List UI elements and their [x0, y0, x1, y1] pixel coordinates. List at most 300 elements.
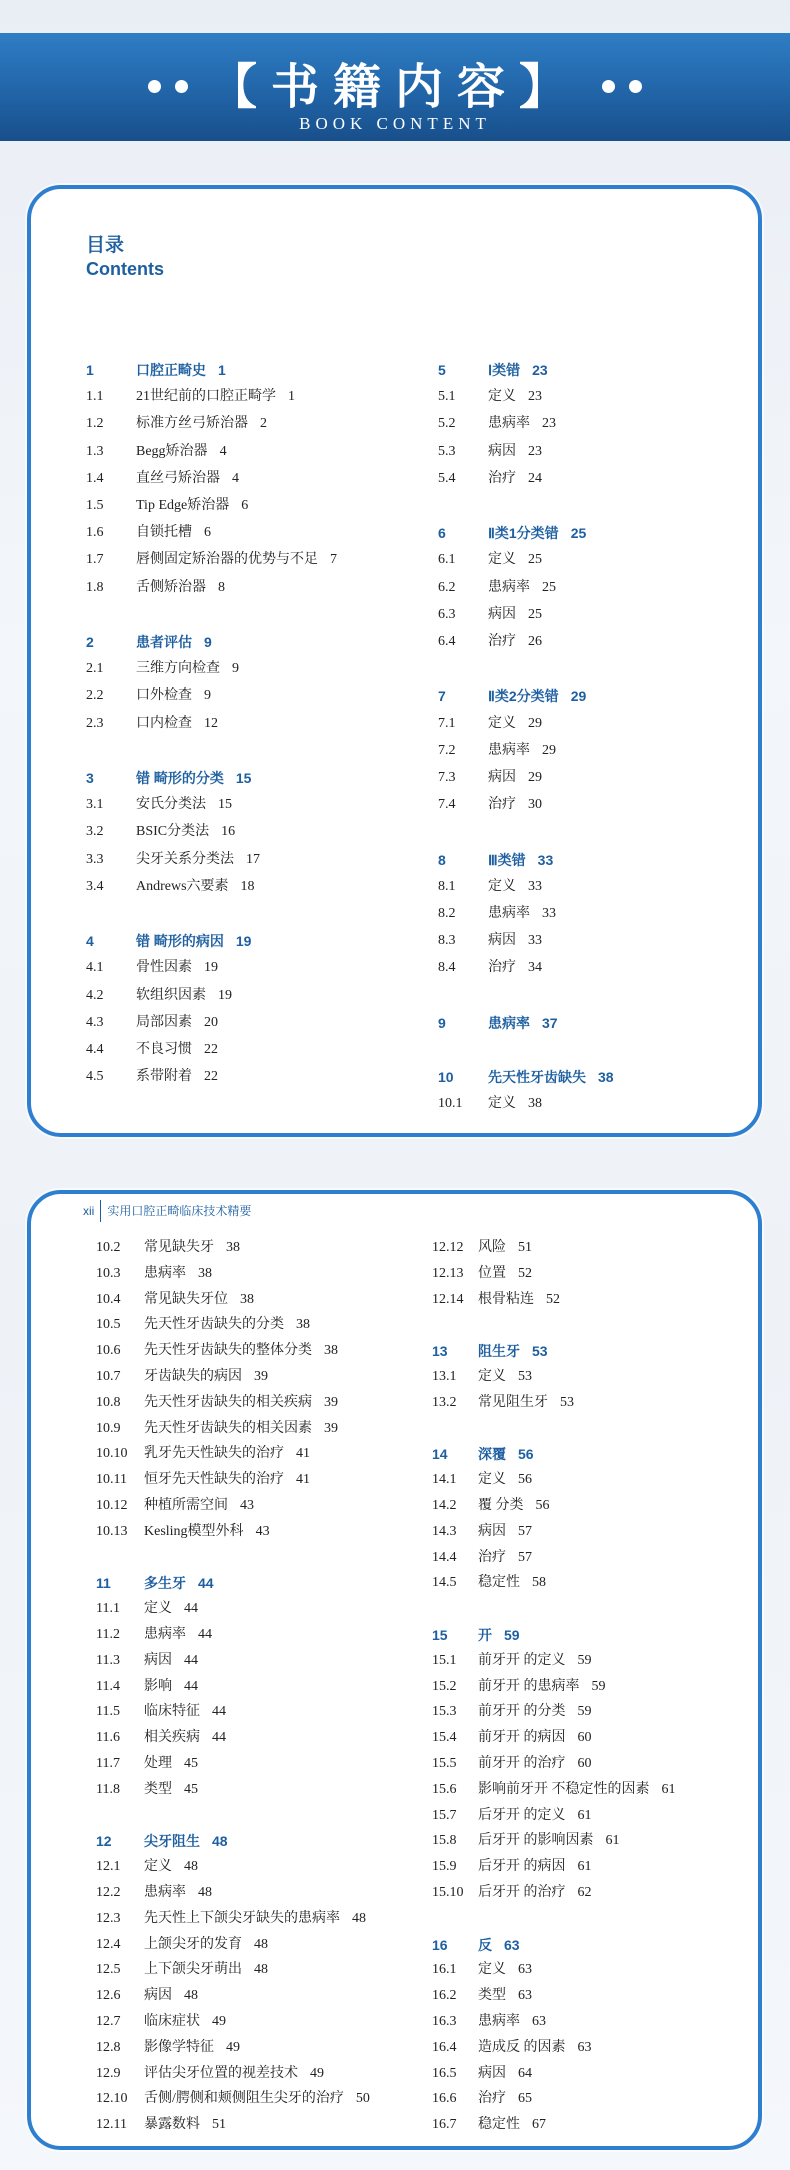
- toc-entry-title: 先天性牙齿缺失的分类: [144, 1317, 284, 1333]
- toc-entry-title: 先天性牙齿缺失: [488, 1069, 586, 1086]
- toc-entry-page: 44: [184, 1652, 198, 1668]
- toc-entry-number: 2.3: [86, 715, 104, 731]
- toc-entry-page: 23: [532, 362, 548, 378]
- toc-entry-number: 10.12: [96, 1498, 128, 1513]
- toc-entry-number: 5.2: [438, 416, 456, 432]
- toc-entry-title: 常见缺失牙: [144, 1240, 214, 1255]
- toc-entry-page: 49: [226, 2039, 240, 2055]
- toc-entry-page: 45: [184, 1781, 198, 1797]
- toc-entry-title: 影像学特征: [144, 2039, 214, 2055]
- toc-entry-title: 治疗: [478, 2091, 506, 2107]
- toc-entry-title: 覆 分类: [478, 1498, 524, 1513]
- toc-entry-title: 前牙开 的治疗: [478, 1756, 566, 1771]
- toc-entry-page: 43: [240, 1498, 254, 1513]
- toc-entry-title: 患者评估: [136, 634, 192, 650]
- toc-entry-number: 7.2: [438, 742, 456, 758]
- toc-entry-page: 6: [241, 498, 249, 513]
- toc-entry-title: 恒牙先天性缺失的治疗: [144, 1472, 284, 1488]
- toc-entry-title: 造成反 的因素: [478, 2039, 566, 2055]
- toc-entry-number: 12.9: [96, 2065, 121, 2081]
- toc-entry-page: 62: [577, 1885, 592, 1900]
- toc-entry-title: 患病率: [144, 1265, 186, 1281]
- toc-entry-number: 7.3: [438, 770, 456, 785]
- toc-entry-number: 12.12: [432, 1240, 464, 1255]
- toc-entry-title: 牙齿缺失的病因: [144, 1369, 242, 1384]
- toc-entry-page: 12: [204, 715, 218, 731]
- toc-entry-number: 7.1: [438, 715, 456, 731]
- toc-entry-title: 前牙开 的分类: [478, 1704, 566, 1720]
- toc-entry-number: 1.8: [86, 579, 104, 595]
- toc-entry-page: 67: [532, 2117, 546, 2133]
- toc-entry-page: 63: [577, 2039, 592, 2055]
- toc-entry-title: 舌侧矫治器: [136, 579, 206, 595]
- toc-entry-number: 16.3: [432, 2014, 457, 2029]
- toc-entry-page: 52: [546, 1291, 560, 1307]
- toc-entry-page: 58: [532, 1575, 546, 1591]
- toc-entry-title: Ⅱ类1分类错: [488, 525, 559, 542]
- toc-entry-title: 上颌尖牙的发育: [144, 1936, 242, 1952]
- toc-entry-page: 48: [184, 1859, 198, 1875]
- toc-entry-number: 15.6: [432, 1781, 457, 1797]
- toc-entry-number: 1.5: [86, 498, 104, 513]
- toc-entry-page: 48: [198, 1885, 212, 1900]
- toc-entry-title: 病因: [488, 443, 516, 459]
- toc-entry-title: 定义: [478, 1962, 506, 1978]
- toc-entry-title: 患病率: [144, 1885, 186, 1900]
- toc-entry-page: 53: [518, 1369, 532, 1384]
- toc-entry-page: 53: [560, 1394, 574, 1410]
- toc-entry-page: 22: [204, 1069, 218, 1085]
- toc-entry-page: 39: [254, 1369, 268, 1384]
- toc-entry-title: 定义: [488, 1096, 516, 1112]
- toc-entry-title: 舌侧/腭侧和颊侧阻生尖牙的治疗: [144, 2091, 344, 2107]
- decorative-dots-left: [141, 70, 195, 100]
- toc-entry-title: 病因: [144, 1988, 172, 2004]
- toc-entry-page: 38: [226, 1240, 240, 1255]
- toc-entry-title: 深覆: [478, 1446, 506, 1463]
- toc-entry-page: 2: [260, 416, 267, 432]
- toc-entry-page: 60: [577, 1730, 592, 1746]
- toc-entry-title: Ⅲ类错: [488, 851, 526, 868]
- toc-entry-title: 尖牙关系分类法: [136, 851, 234, 867]
- toc-entry-number: 13.2: [432, 1394, 457, 1410]
- toc-entry-page: 44: [198, 1627, 212, 1642]
- toc-entry-title: 病因: [488, 606, 516, 622]
- toc-entry-title: 类型: [478, 1988, 506, 2004]
- toc-entry-page: 15: [218, 797, 232, 813]
- toc-entry-page: 59: [504, 1627, 520, 1643]
- toc-entry-number: 5: [438, 362, 446, 378]
- toc-entry-title: 治疗: [478, 1549, 506, 1565]
- toc-entry-page: 48: [254, 1962, 268, 1978]
- toc-entry-number: 8.3: [438, 933, 456, 949]
- toc-entry-page: 61: [577, 1807, 592, 1823]
- toc-entry-title: 局部因素: [136, 1014, 192, 1030]
- toc-entry-title: 评估尖牙位置的视差技术: [144, 2065, 298, 2081]
- toc-entry-title: 根骨粘连: [478, 1291, 534, 1307]
- toc-entry-title: BSIC分类法: [136, 824, 210, 840]
- toc-entry-number: 3.3: [86, 851, 104, 867]
- toc-entry-number: 3: [86, 770, 94, 786]
- toc-entry-number: 10.13: [96, 1523, 128, 1539]
- toc-entry-number: 16.2: [432, 1988, 457, 2004]
- toc-entry-title: 治疗: [488, 470, 516, 486]
- toc-entry-title: Begg矫治器: [136, 443, 208, 459]
- toc-entry-number: 10.3: [96, 1265, 121, 1281]
- toc-entry-title: 风险: [478, 1240, 506, 1255]
- toc-entry-number: 14.3: [432, 1523, 457, 1539]
- toc-entry-title: 定义: [144, 1601, 172, 1617]
- toc-entry-title: 前牙开 的病因: [478, 1730, 566, 1746]
- toc-entry-number: 12.7: [96, 2014, 121, 2029]
- toc-entry-page: 7: [330, 552, 337, 568]
- toc-entry-number: 15.7: [432, 1807, 457, 1823]
- toc-entry-page: 49: [212, 2014, 226, 2029]
- toc-entry-number: 12.11: [96, 2117, 127, 2133]
- toc-entry-number: 12.4: [96, 1936, 121, 1952]
- toc-entry-number: 11.3: [96, 1652, 120, 1668]
- toc-entry-number: 4.5: [86, 1069, 104, 1085]
- toc-entry-title: Tip Edge矫治器: [136, 498, 230, 513]
- toc-entry-page: 48: [254, 1936, 268, 1952]
- toc-entry-page: 17: [246, 851, 260, 867]
- toc-entry-number: 8: [438, 851, 446, 868]
- toc-entry-title: 影响前牙开 不稳定性的因素: [478, 1781, 650, 1797]
- toc-entry-title: 病因: [478, 1523, 506, 1539]
- toc-entry-number: 10: [438, 1069, 454, 1086]
- toc-entry-page: 6: [204, 525, 211, 541]
- toc-entry-page: 48: [212, 1833, 228, 1850]
- toc-entry-page: 63: [518, 1988, 532, 2004]
- toc-entry-page: 38: [598, 1069, 614, 1086]
- toc-entry-title: 口外检查: [136, 688, 192, 704]
- toc-entry-page: 51: [518, 1240, 532, 1255]
- toc-entry-page: 63: [532, 2014, 546, 2029]
- toc-entry-page: 43: [255, 1523, 270, 1539]
- toc-entry-number: 1.3: [86, 443, 104, 459]
- toc-entry-page: 33: [542, 906, 556, 921]
- toc-entry-title: 错 畸形的分类: [136, 770, 224, 786]
- toc-entry-title: 骨性因素: [136, 960, 192, 976]
- toc-entry-title: 治疗: [488, 634, 516, 649]
- toc-entry-page: 20: [204, 1014, 218, 1030]
- toc-entry-number: 2: [86, 634, 94, 650]
- toc-entry-number: 1.4: [86, 470, 104, 486]
- toc-entry-title: 相关疾病: [144, 1730, 200, 1746]
- toc-entry-title: 口腔正畸史: [136, 362, 206, 378]
- toc-entry-page: 50: [355, 2091, 370, 2107]
- banner-title: [0, 48, 790, 117]
- toc-entry-page: 44: [198, 1575, 214, 1592]
- toc-entry-number: 10.9: [96, 1420, 121, 1436]
- toc-entry-page: 56: [518, 1446, 534, 1463]
- toc-entry-title: 尖牙阻生: [144, 1833, 200, 1850]
- toc-entry-number: 15.4: [432, 1730, 457, 1746]
- toc-entry-number: 3.2: [86, 824, 104, 840]
- toc-entry-number: 10.8: [96, 1394, 121, 1410]
- toc-entry-number: 1.1: [86, 389, 104, 405]
- toc-entry-page: 19: [218, 987, 232, 1003]
- toc-entry-number: 4: [86, 933, 94, 950]
- toc-entry-page: 38: [528, 1096, 542, 1112]
- toc-entry-title: 系带附着: [136, 1069, 192, 1085]
- toc-entry-page: 30: [528, 797, 542, 813]
- toc-entry-title: 先天性牙齿缺失的整体分类: [144, 1343, 312, 1359]
- toc-entry-number: 12.1: [96, 1859, 121, 1875]
- toc-entry-number: 7: [438, 688, 446, 705]
- toc-entry-number: 11.4: [96, 1678, 120, 1694]
- toc-entry-title: 定义: [478, 1472, 506, 1488]
- toc-entry-page: 38: [296, 1317, 310, 1333]
- toc-title-cn: 目录: [86, 235, 125, 256]
- toc-entry-page: 56: [535, 1498, 550, 1513]
- toc-entry-number: 6.2: [438, 579, 456, 595]
- toc-entry-number: 12.6: [96, 1988, 121, 2004]
- toc-entry-page: 22: [204, 1042, 218, 1057]
- toc-entry-number: 14: [432, 1446, 448, 1463]
- toc-entry-title: 稳定性: [478, 1575, 520, 1591]
- toc-entry-number: 10.7: [96, 1369, 121, 1384]
- toc-entry-title: 病因: [144, 1652, 172, 1668]
- toc-entry-title: 定义: [488, 389, 516, 405]
- toc-entry-title: 定义: [488, 878, 516, 894]
- toc-entry-page: 25: [542, 579, 556, 595]
- toc-entry-number: 10.2: [96, 1240, 121, 1255]
- toc-entry-page: 48: [184, 1988, 198, 2004]
- toc-entry-number: 11: [96, 1575, 111, 1592]
- toc-entry-number: 8.1: [438, 878, 456, 894]
- toc-entry-page: 33: [528, 933, 542, 949]
- toc-entry-title: 影响: [144, 1678, 172, 1694]
- toc-entry-page: 19: [235, 933, 252, 950]
- toc-entry-title: 临床特征: [144, 1704, 200, 1720]
- toc-entry-number: 5.4: [438, 470, 456, 486]
- toc-entry-title: 后牙开 的影响因素: [478, 1833, 594, 1849]
- toc-entry-page: 64: [518, 2065, 532, 2081]
- toc-entry-page: 33: [537, 851, 554, 868]
- toc-entry-title: 稳定性: [478, 2117, 520, 2133]
- toc-entry-number: 15.10: [432, 1885, 464, 1900]
- toc-entry-number: 11.5: [96, 1704, 120, 1720]
- toc-entry-page: 39: [324, 1394, 338, 1410]
- toc-entry-page: 65: [518, 2091, 532, 2107]
- toc-entry-title: 不良习惯: [136, 1042, 192, 1057]
- toc-entry-page: 16: [221, 824, 236, 840]
- toc-entry-page: 44: [184, 1678, 198, 1694]
- toc-entry-number: 4.1: [86, 960, 104, 976]
- toc-entry-page: 23: [542, 416, 556, 432]
- toc-entry-number: 2.1: [86, 661, 104, 677]
- toc-entry-page: 29: [542, 742, 556, 758]
- toc-entry-number: 16: [432, 1936, 448, 1953]
- toc-entry-title: 患病率: [488, 416, 530, 432]
- toc-entry-title: 自锁托槽: [136, 525, 192, 541]
- toc-entry-page: 25: [528, 606, 542, 622]
- toc-entry-title: 多生牙: [144, 1575, 186, 1592]
- toc-entry-number: 6.4: [438, 634, 456, 649]
- toc-entry-page: 18: [240, 878, 255, 894]
- toc-entry-title: 患病率: [144, 1627, 186, 1642]
- page-number: xii: [83, 1200, 101, 1222]
- toc-entry-page: 61: [605, 1833, 620, 1849]
- toc-entry-number: 8.4: [438, 960, 456, 976]
- toc-entry-number: 10.6: [96, 1343, 121, 1359]
- toc-entry-title: 类型: [144, 1781, 172, 1797]
- toc-entry-title: 先天性牙齿缺失的相关因素: [144, 1420, 312, 1436]
- toc-entry-number: 15.2: [432, 1678, 457, 1694]
- toc-entry-number: 12.14: [432, 1291, 464, 1307]
- toc-entry-page: 63: [518, 1962, 532, 1978]
- toc-entry-title: 种植所需空间: [144, 1498, 228, 1513]
- toc-entry-page: 34: [528, 960, 542, 976]
- toc-entry-page: 1: [288, 389, 295, 405]
- toc-entry-title: 安氏分类法: [136, 797, 206, 813]
- toc-entry-page: 61: [661, 1781, 676, 1797]
- toc-entry-page: 38: [324, 1343, 338, 1359]
- toc-entry-number: 6: [438, 525, 446, 542]
- toc-entry-number: 12: [96, 1833, 112, 1850]
- toc-entry-number: 4.2: [86, 987, 104, 1003]
- book-title: 实用口腔正畸临床技术精要: [107, 1204, 252, 1218]
- toc-entry-page: 38: [198, 1265, 212, 1281]
- toc-entry-number: 4.3: [86, 1014, 104, 1030]
- toc-entry-title: Kesling模型外科: [144, 1523, 244, 1539]
- toc-entry-number: 8.2: [438, 906, 456, 921]
- toc-entry-number: 11.1: [96, 1601, 120, 1617]
- toc-entry-number: 6.1: [438, 552, 456, 568]
- toc-entry-page: 52: [518, 1265, 532, 1281]
- toc-entry-page: 9: [204, 688, 211, 704]
- toc-entry-number: 11.8: [96, 1781, 120, 1797]
- toc-entry-title: 开: [478, 1627, 492, 1643]
- toc-entry-number: 15.5: [432, 1756, 457, 1771]
- toc-entry-number: 16.6: [432, 2091, 457, 2107]
- toc-entry-number: 9: [438, 1014, 446, 1031]
- toc-entry-number: 14.2: [432, 1498, 457, 1513]
- toc-entry-page: 51: [212, 2117, 226, 2133]
- toc-entry-page: 29: [570, 688, 587, 705]
- toc-entry-number: 3.4: [86, 878, 104, 894]
- toc-entry-title: 三维方向检查: [136, 661, 220, 677]
- toc-entry-number: 3.1: [86, 797, 104, 813]
- toc-entry-number: 11.6: [96, 1730, 120, 1746]
- toc-entry-title: 位置: [478, 1265, 506, 1281]
- toc-entry-title: 治疗: [488, 960, 516, 976]
- toc-entry-title: 阻生牙: [478, 1343, 520, 1360]
- toc-entry-title: 后牙开 的病因: [478, 1859, 566, 1875]
- toc-entry-number: 15.3: [432, 1704, 457, 1720]
- toc-entry-page: 48: [352, 1910, 366, 1926]
- toc-entry-page: 53: [532, 1343, 548, 1360]
- toc-entry-title: 常见阻生牙: [478, 1394, 548, 1410]
- toc-entry-title: 患病率: [488, 742, 530, 758]
- toc-entry-page: 49: [310, 2065, 324, 2081]
- toc-entry-page: 41: [296, 1472, 310, 1488]
- toc-entry-page: 29: [528, 715, 542, 731]
- toc-entry-page: 56: [518, 1472, 532, 1488]
- decorative-dots-right: [595, 70, 649, 100]
- toc-entry-title: 治疗: [488, 797, 516, 813]
- toc-entry-page: 23: [528, 443, 542, 459]
- toc-entry-page: 4: [232, 470, 239, 486]
- toc-entry-title: 前牙开 的患病率: [478, 1678, 580, 1694]
- toc-entry-number: 5.3: [438, 443, 456, 459]
- toc-entry-title: 患病率: [488, 906, 530, 921]
- toc-entry-title: 唇侧固定矫治器的优势与不足: [136, 552, 318, 568]
- page-header: [83, 1200, 251, 1222]
- toc-entry-number: 14.5: [432, 1575, 457, 1591]
- toc-entry-number: 5.1: [438, 389, 456, 405]
- toc-entry-number: 10.5: [96, 1317, 121, 1333]
- toc-entry-title: 后牙开 的定义: [478, 1807, 566, 1823]
- toc-entry-page: 29: [528, 770, 542, 785]
- toc-entry-number: 15.1: [432, 1652, 457, 1668]
- toc-title-en: Contents: [86, 259, 164, 279]
- toc-entry-title: 病因: [488, 933, 516, 949]
- toc-entry-title: 乳牙先天性缺失的治疗: [144, 1446, 284, 1462]
- toc-entry-number: 10.11: [96, 1472, 127, 1488]
- toc-entry-page: 38: [240, 1291, 254, 1307]
- toc-entry-number: 13: [432, 1343, 448, 1360]
- toc-heading: [86, 230, 164, 280]
- toc-entry-title: 定义: [144, 1859, 172, 1875]
- toc-entry-title: 前牙开 的定义: [478, 1652, 566, 1668]
- toc-entry-number: 1.6: [86, 525, 104, 541]
- toc-entry-number: 12.8: [96, 2039, 121, 2055]
- toc-entry-page: 44: [184, 1601, 198, 1617]
- toc-card-2: [27, 1190, 762, 2150]
- toc-entry-title: 软组织因素: [136, 987, 206, 1003]
- toc-entry-title: 患病率: [488, 579, 530, 595]
- toc-entry-title: 21世纪前的口腔正畸学: [136, 389, 276, 405]
- toc-entry-number: 12.5: [96, 1962, 121, 1978]
- toc-entry-page: 25: [570, 525, 587, 542]
- toc-entry-title: 病因: [478, 2065, 506, 2081]
- toc-entry-title: 标准方丝弓矫治器: [136, 416, 248, 432]
- toc-entry-number: 1.7: [86, 552, 104, 568]
- toc-entry-title: Ⅰ类错: [488, 362, 521, 378]
- toc-entry-number: 14.1: [432, 1472, 457, 1488]
- toc-entry-page: 25: [528, 552, 542, 568]
- toc-entry-page: 59: [577, 1652, 592, 1668]
- toc-entry-title: 定义: [488, 552, 516, 568]
- toc-entry-number: 16.4: [432, 2039, 457, 2055]
- toc-entry-number: 10.1: [438, 1096, 463, 1112]
- toc-entry-number: 14.4: [432, 1549, 457, 1565]
- toc-entry-number: 12.10: [96, 2091, 128, 2107]
- toc-entry-title: 患病率: [488, 1014, 530, 1031]
- toc-entry-title: 病因: [488, 770, 516, 785]
- toc-entry-page: 9: [204, 634, 212, 650]
- toc-entry-number: 10.10: [96, 1446, 128, 1462]
- toc-entry-page: 23: [528, 389, 542, 405]
- toc-entry-page: 57: [518, 1523, 532, 1539]
- toc-entry-number: 15.8: [432, 1833, 457, 1849]
- toc-entry-page: 60: [577, 1756, 592, 1771]
- toc-entry-title: 直丝弓矫治器: [136, 470, 220, 486]
- banner-title-text: 【书籍内容】: [208, 59, 581, 115]
- toc-entry-page: 44: [212, 1704, 226, 1720]
- toc-entry-page: 8: [218, 579, 225, 595]
- toc-entry-title: Ⅱ类2分类错: [488, 688, 559, 705]
- toc-entry-title: 错 畸形的病因: [136, 933, 224, 950]
- toc-entry-title: 反: [478, 1936, 492, 1953]
- toc-entry-number: 16.7: [432, 2117, 457, 2133]
- toc-entry-number: 15.9: [432, 1859, 457, 1875]
- toc-entry-number: 16.5: [432, 2065, 457, 2081]
- toc-entry-number: 12.2: [96, 1885, 121, 1900]
- toc-entry-title: 暴露数料: [144, 2117, 200, 2133]
